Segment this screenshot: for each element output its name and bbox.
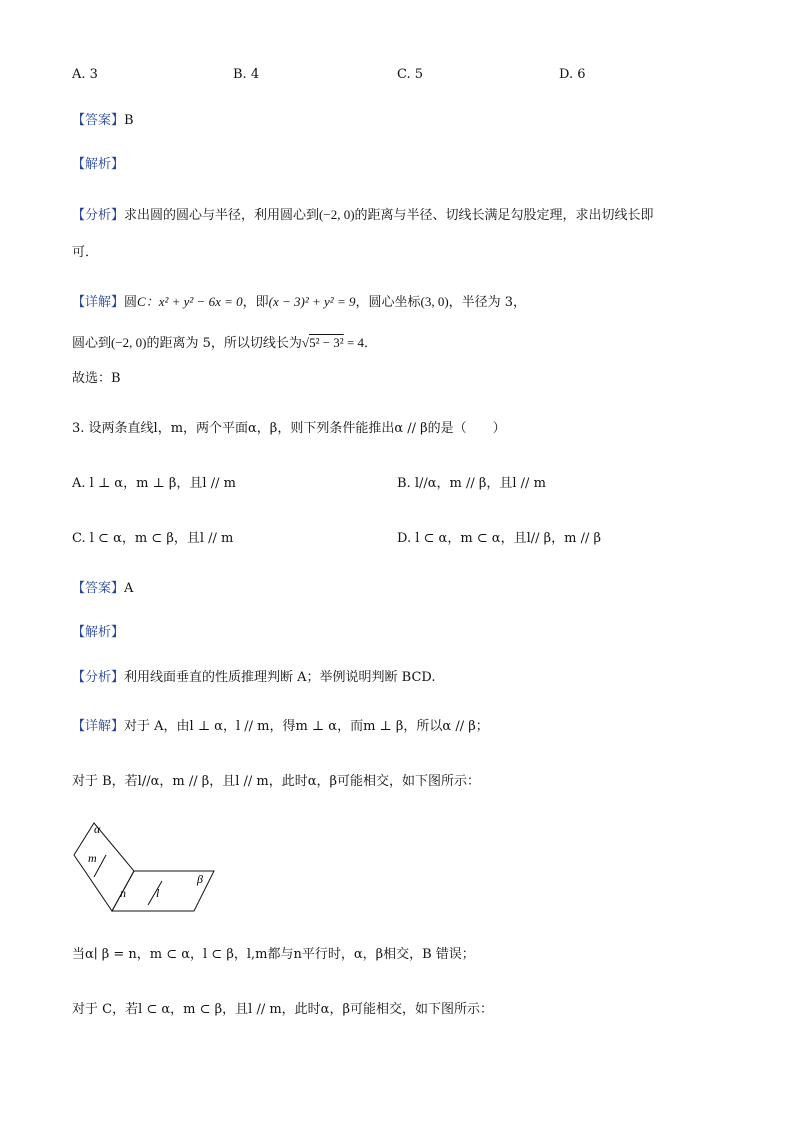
q2-answer	[72, 112, 134, 130]
option-b: B. 4	[233, 67, 260, 82]
q3-option-c: C. l ⊂ α，m ⊂ β，且l // m	[72, 531, 234, 546]
q3-option-a: A. l ⊥ α，m ⊥ β，且l // m	[72, 476, 236, 491]
sqrt-sign: √	[301, 335, 310, 350]
xj-center: ，圆心坐标	[355, 295, 421, 310]
q2-jiexi-tag	[72, 156, 124, 174]
label-beta: β	[197, 872, 203, 886]
jiexi-tag: 【解析】	[72, 157, 125, 172]
fenxi-text-2: 的距离与半径、切线长满足勾股定理，求出切线长即	[354, 208, 654, 223]
xj-eq2: (x − 3)² + y² = 9	[268, 294, 356, 309]
q3-jiexi-tag-line	[72, 624, 124, 642]
q3-b-conclusion: 当α∣ β = n，m ⊂ α，l ⊂ β，l,m都与n平行时，α，β相交，B 错误；	[72, 947, 475, 962]
planes-figure	[70, 815, 220, 915]
fenxi-text-1: 求出圆的圆心与半径，利用圆心到	[124, 208, 320, 223]
q3-b-text: 对于 B，若l//α，m // β，且l // m，此时α，β可能相交，如下图所示：	[72, 774, 481, 789]
q3-xiangjie-tag: 【详解】	[72, 719, 125, 734]
option-a: A. 3	[72, 67, 98, 82]
xj2-pt: (−2, 0)	[111, 335, 147, 350]
xj-circle: 圆	[124, 295, 138, 310]
q3-answer-value: A	[124, 581, 134, 596]
xj2-sqrt: 5² − 3²	[309, 335, 344, 350]
fenxi-point: (−2, 0)	[319, 207, 355, 222]
q2-xiangjie-line2	[72, 334, 377, 353]
xj2-b: 的距离为 5，所以切线长为	[146, 336, 302, 351]
q2-choose: 故选：B	[72, 371, 121, 386]
xj-mid: ，即	[242, 295, 269, 310]
q3-fenxi-tag: 【分析】	[72, 670, 125, 685]
q2-fenxi-line1	[72, 206, 654, 225]
option-c: C. 5	[397, 67, 424, 82]
q3-option-b: B. l//α，m // β，且l // m	[397, 476, 546, 491]
q2-xiangjie-line1	[72, 293, 526, 312]
xj-eq1: ：x² + y² − 6x = 0	[145, 294, 243, 309]
label-alpha: α	[94, 822, 101, 836]
q3-jiexi-tag: 【解析】	[72, 625, 125, 640]
label-n: n	[120, 886, 126, 900]
q3-xiangjie	[72, 718, 489, 736]
q3-answer-tag: 【答案】	[72, 581, 125, 596]
line-l	[148, 881, 162, 905]
q2-fenxi-line2: 可．	[72, 245, 99, 260]
answer-tag: 【答案】	[72, 113, 125, 128]
q3-option-d: D. l ⊂ α，m ⊂ α，且l// β，m // β	[397, 531, 602, 546]
fenxi-tag: 【分析】	[72, 208, 125, 223]
xj2-a: 圆心到	[72, 336, 112, 351]
xiangjie-tag: 【详解】	[72, 295, 125, 310]
option-d: D. 6	[559, 67, 586, 82]
xj-c: C	[137, 294, 146, 309]
xj2-val: = 4	[343, 335, 365, 350]
q3-c-text: 对于 C，若l ⊂ α，m ⊂ β，且l // m，此时α，β可能相交，如下图所示：	[72, 1002, 493, 1017]
xj-radius: ，半径为 3，	[448, 295, 527, 310]
answer-value: B	[124, 113, 134, 128]
q3-stem: 3. 设两条直线l，m，两个平面α，β，则下列条件能推出α // β的是（ ）	[72, 421, 506, 436]
q3-answer	[72, 580, 133, 598]
q3-fenxi	[72, 669, 436, 687]
xj-center-pt: (3, 0)	[420, 294, 449, 309]
label-m: m	[88, 851, 97, 865]
q3-fenxi-text: 利用线面垂直的性质推理判断 A；举例说明判断 BCD.	[124, 670, 436, 685]
q3-xiangjie-text: 对于 A，由l ⊥ α，l // m，得m ⊥ α，而m ⊥ β，所以α // β；	[124, 719, 489, 734]
xj2-end: ．	[364, 336, 378, 351]
label-l: l	[156, 886, 160, 900]
